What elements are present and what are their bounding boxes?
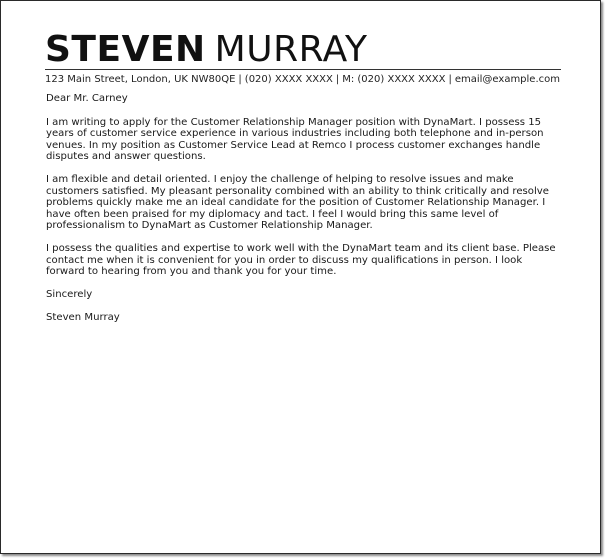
paragraph-1: I am writing to apply for the Customer Relationship Manager position with DynaMart. I possess 15 years of customer service experience in various industries including both telephone and in-person venues. In my position as Customer Service Lead at Remco I process customer exchanges handle disputes and answer questions. bbox=[46, 116, 544, 163]
email: email@example.com bbox=[454, 74, 560, 85]
paragraph-3: I possess the qualities and expertise to work well with the DynaMart team and its client base. Please contact me when it is convenient for you in order to discuss my qualifications in person. I look forward to hearing from you and thank you for your time. bbox=[46, 242, 556, 278]
first-name: STEVEN bbox=[45, 29, 206, 70]
closing: Sincerely bbox=[46, 288, 93, 300]
applicant-name bbox=[45, 31, 561, 69]
paragraph-2: I am flexible and detail oriented. I enjoy the challenge of helping to resolve issues and make customers satisfied. My pleasant personality combined with an ability to think critically and resolve problems quickly make me an ideal candidate for the position of Customer Relationship Manager. I have often been praised for my diplomacy and tact. I feel I would bring this same level of professionalism to DynaMart as Customer Relationship Manager. bbox=[46, 173, 549, 232]
letterhead bbox=[45, 31, 561, 86]
last-name: MURRAY bbox=[214, 29, 368, 70]
contact-line bbox=[45, 73, 561, 86]
phone: (020) XXXX XXXX bbox=[244, 74, 333, 85]
salutation: Dear Mr. Carney bbox=[46, 93, 128, 104]
contact-separator: | bbox=[238, 74, 242, 85]
contact-separator: | bbox=[335, 74, 340, 85]
address: 123 Main Street, London, UK NW80QE bbox=[45, 74, 236, 85]
signature: Steven Murray bbox=[46, 312, 120, 324]
contact-separator: | bbox=[448, 74, 452, 85]
mobile: M: (020) XXXX XXXX bbox=[342, 74, 446, 85]
letter-body bbox=[46, 93, 561, 324]
